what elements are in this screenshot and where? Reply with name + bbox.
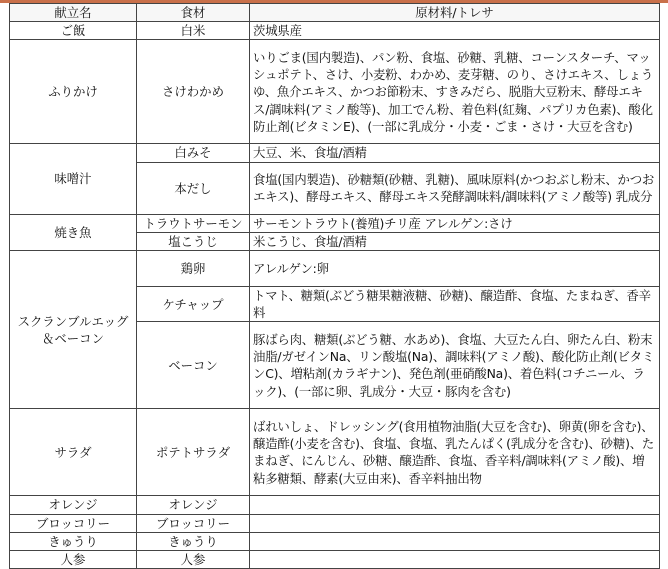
raw-material-cell [250, 514, 660, 532]
raw-material-cell: ばれいしょ、ドレッシング(食用植物油脂(大豆を含む)、卵黄(卵を含む)、醸造酢(小麦を含む)、食塩、食塩、乳たんぱく(乳成分を含む)、砂糖)、たまねぎ、にんじん、砂糖、醸造酢、食塩、香辛料/調味料(アミノ酸)、増粘多糖類、酵素(大豆由来)、香辛料抽出物 [250, 409, 660, 496]
raw-material-cell: 豚ばら肉、糖類(ぶどう糖、水あめ)、食塩、大豆たん白、卵たん白、粉末油脂/ガゼインNa、リン酸塩(Na)、調味料(アミノ酸)、酸化防止剤(ビタミンC)、増粘剤(カラギナン)、発色剤(亜硝酸Na)、着色料(コチニール、ラック)、(一部に卵、乳成分・大豆・豚肉を含む) [250, 322, 660, 409]
ingredient-cell: 白米 [137, 22, 250, 40]
dish-cell: きゅうり [10, 532, 137, 550]
table-row [10, 551, 660, 569]
dish-cell: ふりかけ [10, 40, 137, 144]
ingredient-cell: トラウトサーモン [137, 214, 250, 232]
ingredient-cell: ポテトサラダ [137, 409, 250, 496]
table-row [10, 144, 660, 162]
raw-material-cell: アレルゲン:卵 [250, 251, 660, 287]
raw-material-cell: トマト、糖類(ぶどう糖果糖液糖、砂糖)、醸造酢、食塩、たまねぎ、香辛料 [250, 287, 660, 322]
header-ingredient: 食材 [137, 4, 250, 22]
raw-material-cell [250, 532, 660, 550]
raw-material-cell: サーモントラウト(養殖)チリ産 アレルゲン:さけ [250, 214, 660, 232]
raw-material-cell [250, 551, 660, 569]
ingredient-cell: 白みそ [137, 144, 250, 162]
ingredient-cell: オレンジ [137, 496, 250, 514]
table-row [10, 251, 660, 287]
raw-material-cell [250, 496, 660, 514]
dish-cell: 味噌汁 [10, 144, 137, 214]
table-header-row [10, 4, 660, 22]
table-row [10, 496, 660, 514]
header-raw-materials: 原材料/トレサ [250, 4, 660, 22]
ingredient-cell: きゅうり [137, 532, 250, 550]
header-dish: 献立名 [10, 4, 137, 22]
ingredient-cell: ブロッコリー [137, 514, 250, 532]
dish-cell: サラダ [10, 409, 137, 496]
ingredient-cell: 本だし [137, 162, 250, 214]
raw-material-cell: 茨城県産 [250, 22, 660, 40]
dish-cell: 人参 [10, 551, 137, 569]
table-row [10, 409, 660, 496]
ingredient-cell: ケチャップ [137, 287, 250, 322]
raw-material-cell: 食塩(国内製造)、砂糖類(砂糖、乳糖)、風味原料(かつおぶし粉末、かつおエキス)、酵母エキス、酵母エキス発酵調味料/調味料(アミノ酸等) 乳成分 [250, 162, 660, 214]
dish-cell: スクランブルエッグ ＆ベーコン [10, 251, 137, 409]
table-row [10, 214, 660, 232]
dish-cell: ご飯 [10, 22, 137, 40]
ingredient-cell: 人参 [137, 551, 250, 569]
ingredient-cell: ベーコン [137, 322, 250, 409]
raw-material-cell: 米こうじ、食塩/酒精 [250, 232, 660, 250]
table-row [10, 532, 660, 550]
ingredient-cell: さけわかめ [137, 40, 250, 144]
dish-cell: 焼き魚 [10, 214, 137, 250]
raw-material-cell: いりごま(国内製造)、パン粉、食塩、砂糖、乳糖、コーンスターチ、マッシュポテト、さけ、小麦粉、わかめ、麦芽糖、のり、さけエキス、しょうゆ、魚介エキス、かつお節粉末、すきみだら、脱脂大豆粉末、酵母エキス/調味料(アミノ酸等)、加工でん粉、着色料(紅麹、パプリカ色素)、酸化防止剤(ビタミンE)、(一部に乳成分・小麦・ごま・さけ・大豆を含む) [250, 40, 660, 144]
table-row [10, 514, 660, 532]
table-row [10, 22, 660, 40]
ingredient-cell: 鶏卵 [137, 251, 250, 287]
raw-material-cell: 大豆、米、食塩/酒精 [250, 144, 660, 162]
ingredient-cell: 塩こうじ [137, 232, 250, 250]
table-row [10, 40, 660, 144]
ingredients-table [9, 3, 660, 569]
dish-cell: ブロッコリー [10, 514, 137, 532]
dish-cell: オレンジ [10, 496, 137, 514]
